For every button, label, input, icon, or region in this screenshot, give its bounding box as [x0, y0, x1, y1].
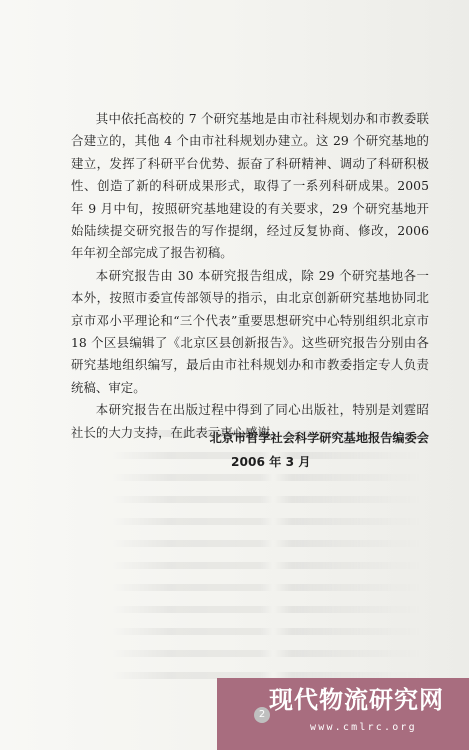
signature-block	[203, 426, 429, 474]
page-number-badge: 2	[254, 707, 270, 723]
watermark-url: www.cmlrc.org	[310, 722, 417, 733]
watermark-title: 现代物流研究网	[269, 686, 444, 714]
document-body	[71, 108, 429, 444]
paragraph-acknowledgment: 本研究报告在出版过程中得到了同心出版社，特别是刘霆昭社长的大力支持，在此表示衷心感谢。	[71, 402, 429, 440]
paragraph-report-composition: 本研究报告由 30 本研究报告组成，除 29 个研究基地各一本外，按照市委宣传部领导的指示，由北京创新研究基地协同北京市邓小平理论和“三个代表”重要思想研究中心特别组织北京市 18 个区县编辑了《北京区县创新报告》。这些研究报告分别由各研究基地组织编写，最后由市社科规划办和市教委指定专人负责统稿、审定。	[71, 267, 429, 395]
signature-organization: 北京市哲学社会科学研究基地报告编委会	[209, 431, 429, 445]
signature-date: 2006 年 3 月	[231, 455, 311, 469]
paragraph-research-bases: 其中依托高校的 7 个研究基地是由市社科规划办和市教委联合建立的，其他 4 个由市社科规划办建立。这 29 个研究基地的建立，发挥了科研平台优势、振奋了科研精神、调动了科研积极性、创造了新的科研成果形式，取得了一系列科研成果。2005 年 9 月中旬，按照研究基地建设的有关要求，29 个研究基地开始陆续提交研究报告的写作提纲，经过反复协商、修改，2006 年年初全部完成了报告初稿。	[71, 111, 429, 261]
